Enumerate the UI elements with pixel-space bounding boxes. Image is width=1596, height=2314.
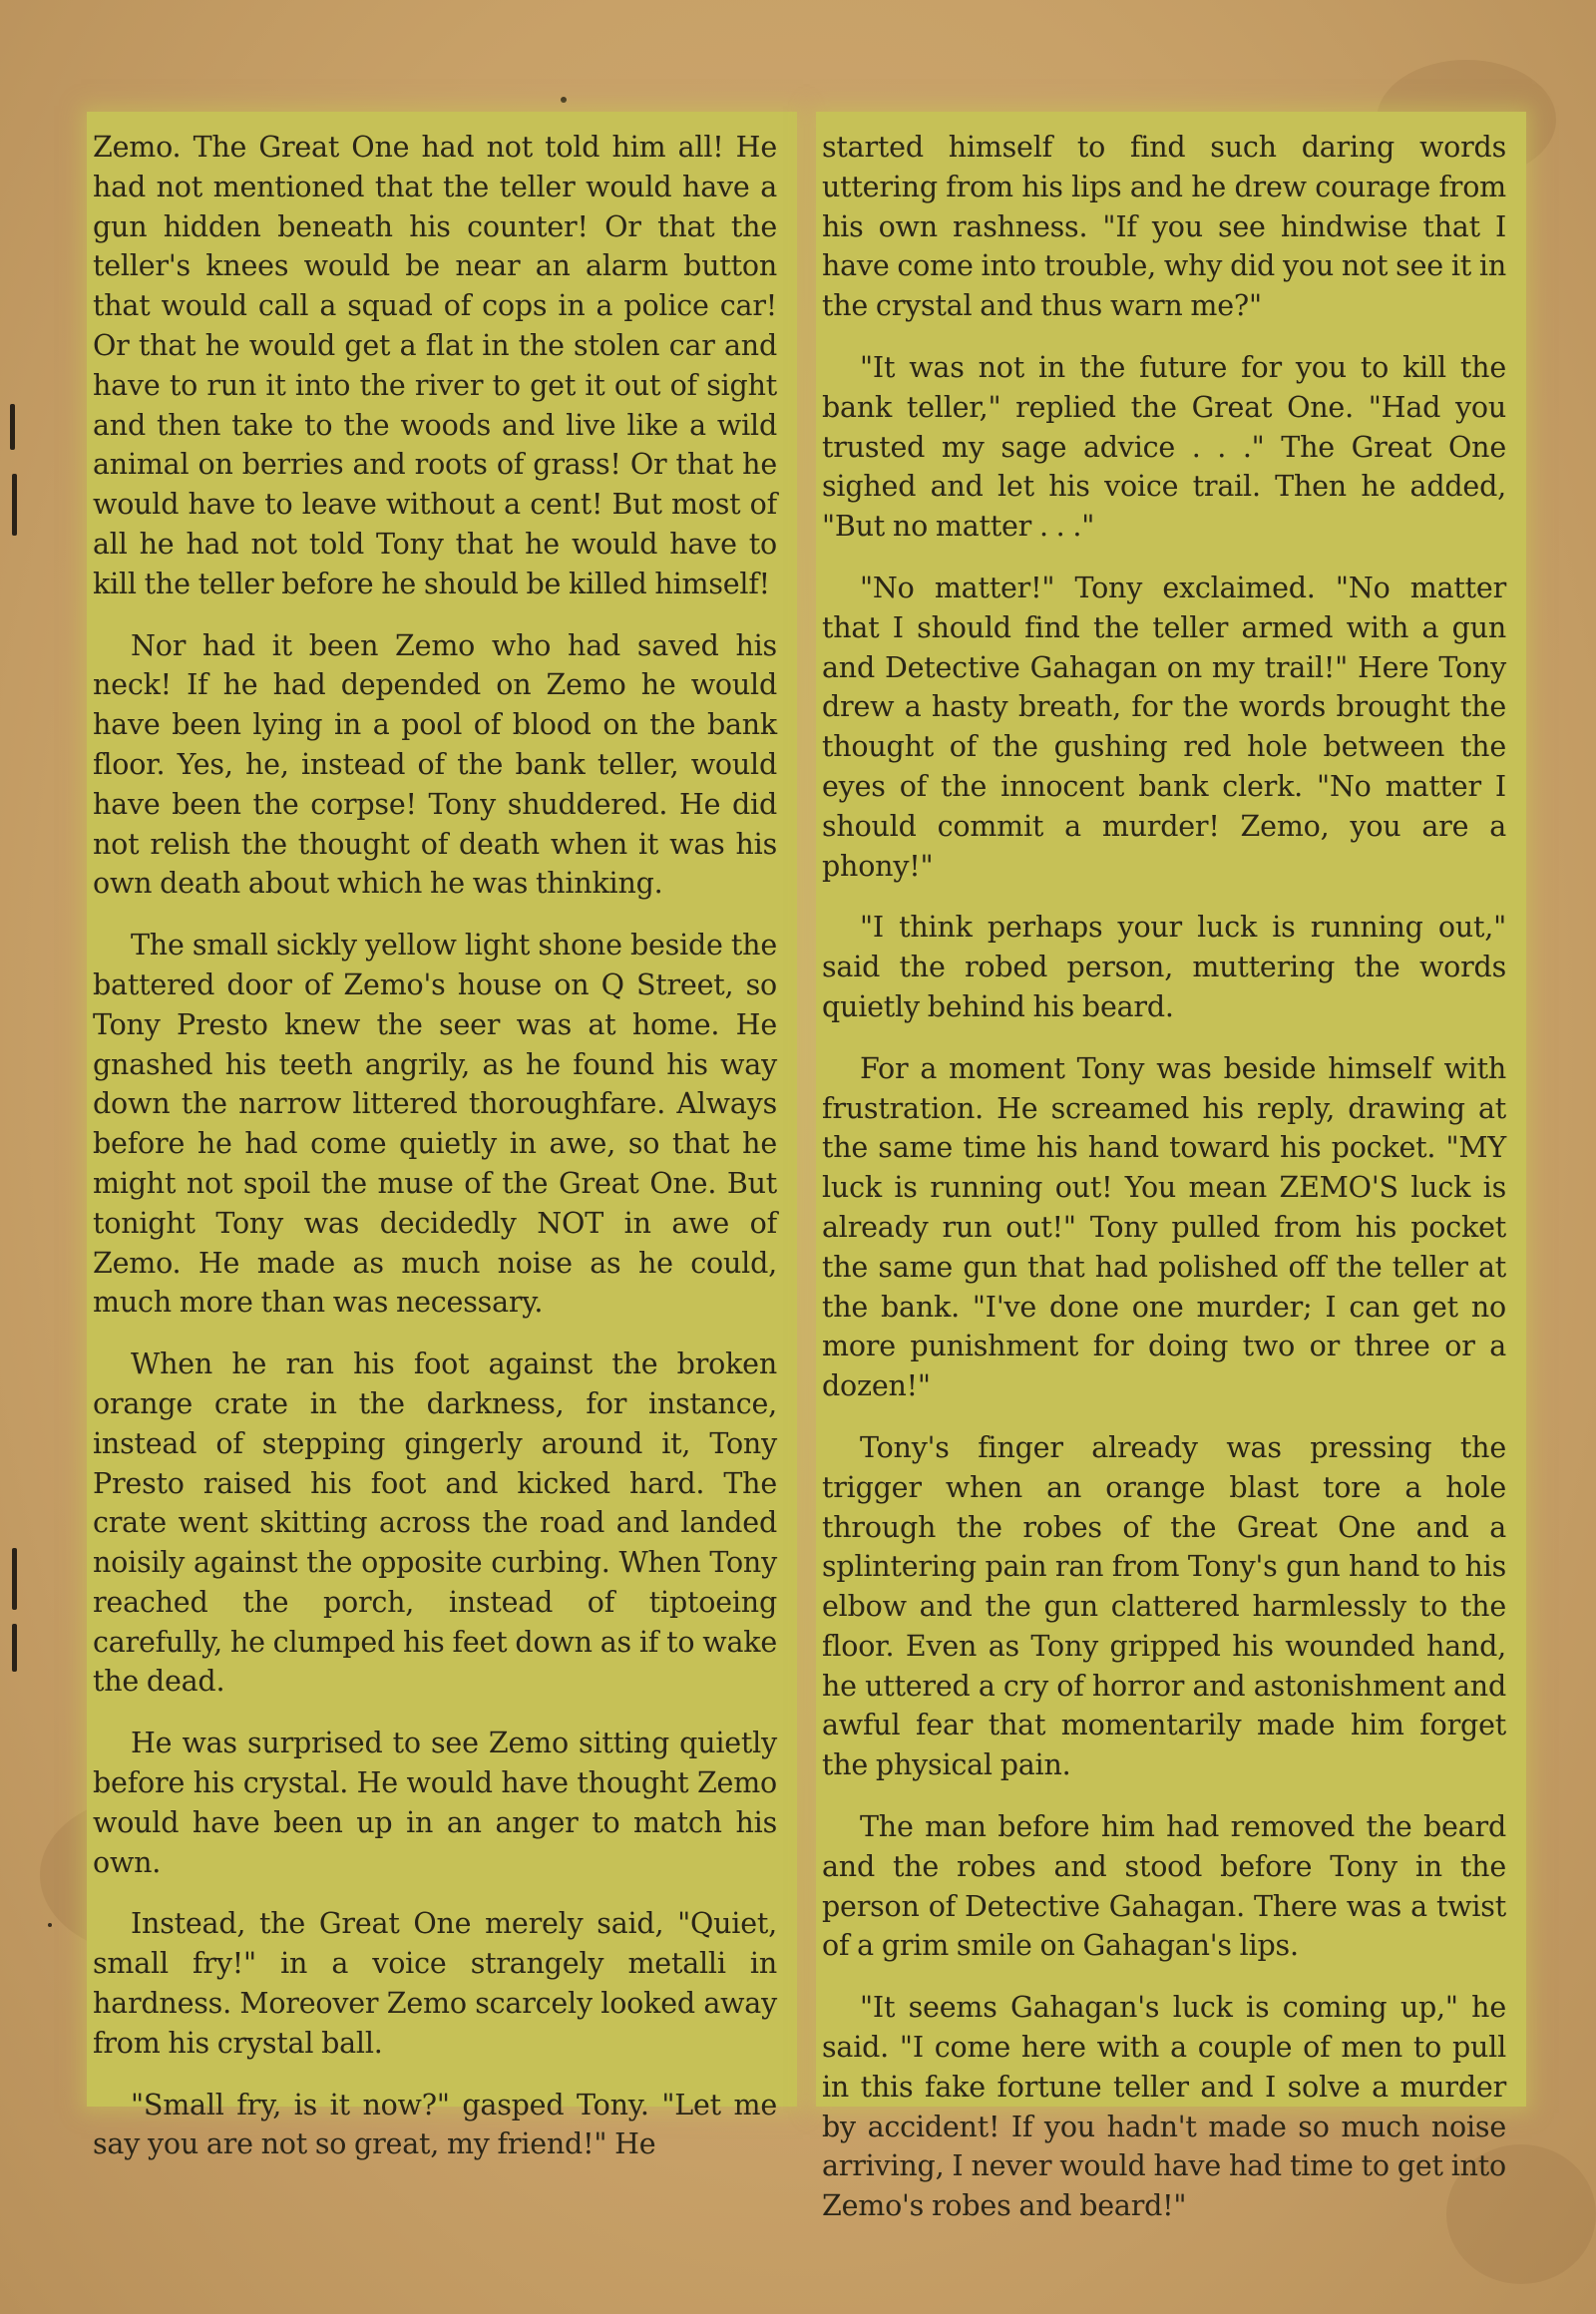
paragraph: Zemo. The Great One had not told him all! He had not mentioned that the teller would have a gun hidden beneath his counter! Or that the teller's knees would be near an alarm button that would call a squad of cops in a police car! Or that he would get a flat in the stolen car and have to run it into the river to get it out of sight and then take to the woods and live like a wild animal on berries and roots of grass! Or that he would have to leave without a cent! But most of all he had not told Tony that he would have to kill the teller before he should be killed himself! (93, 131, 777, 600)
paragraph: Tony's finger already was pressing the trigger when an orange blast tore a hole through the robes of the Great One and a splintering pain ran from Tony's gun hand to his elbow and the gun clattered harmlessly to the floor. Even as Tony gripped his wounded hand, he uttered a cry of horror and astonishment and awful fear that momentarily made him forget the physical pain. (822, 1430, 1506, 1782)
paragraph: "It was not in the future for you to kill the bank teller," replied the Great One. "Had you trusted my sage advice . . ." The Great One sighed and let his voice trail. Then he added, "But no matter . . ." (822, 350, 1506, 544)
binding-mark (12, 474, 17, 536)
paragraph: For a moment Tony was beside himself with frustration. He screamed his reply, drawing at the same time his hand toward his pocket. "MY luck is running out! You mean ZEMO'S luck is already run out!" Tony pulled from his pocket the same gun that had polished off the teller at the bank. "I've done one murder; I can get no more punishment for doing two or three or a dozen!" (822, 1051, 1506, 1403)
paragraph: Instead, the Great One merely said, "Quiet, small fry!" in a voice strangely metalli in hardness. Moreover Zemo scarcely looked away from his crystal ball. (93, 1907, 777, 2060)
right-text-column (816, 112, 1526, 2223)
binding-mark (12, 1624, 17, 1672)
paragraph: The man before him had removed the beard and the robes and stood before Tony in the person of Detective Gahagan. There was a twist of a grim smile on Gahagan's lips. (822, 1810, 1506, 1963)
paragraph: The small sickly yellow light shone beside the battered door of Zemo's house on Q Street, so Tony Presto knew the seer was at home. He gnashed his teeth angrily, as he found his way down the narrow littered thoroughfare. Always before he had come quietly in awe, so that he might not spoil the muse of the Great One. But tonight Tony was decidedly NOT in awe of Zemo. He made as much noise as he could, much more than was necessary. (93, 929, 777, 1320)
paragraph: "No matter!" Tony exclaimed. "No matter that I should find the teller armed with a gun and Detective Gahagan on my trail!" Here Tony drew a hasty breath, for the words brought the thought of the gushing red hole between the eyes of the innocent bank clerk. "No matter I should commit a murder! Zemo, you are a phony!" (822, 571, 1506, 883)
paragraph: He was surprised to see Zemo sitting quietly before his crystal. He would have thought Zemo would have been up in an anger to match his own. (93, 1727, 777, 1879)
paragraph: "I think perhaps your luck is running out," said the robed person, muttering the words quietly behind his beard. (822, 911, 1506, 1023)
paragraph: "It seems Gahagan's luck is coming up," he said. "I come here with a couple of men to pull in this fake fortune teller and I solve a murder by accident! If you hadn't made so much noise arriving, I never would have had time to get into Zemo's robes and beard!" (822, 1991, 1506, 2223)
binding-mark (12, 1548, 17, 1610)
left-text-column (87, 112, 797, 2161)
ink-dot (561, 97, 567, 103)
binding-mark (10, 404, 15, 450)
ink-dot (48, 1923, 52, 1927)
paragraph: When he ran his foot against the broken orange crate in the darkness, for instance, instead of stepping gingerly around it, Tony Presto raised his foot and kicked hard. The crate went skitting across the road and landed noisily against the opposite curbing. When Tony reached the porch, instead of tiptoeing carefully, he clumped his feet down as if to wake the dead. (93, 1348, 777, 1699)
paragraph: started himself to find such daring words uttering from his lips and he drew courage from his own rashness. "If you see hindwise that I have come into trouble, why did you not see it in the crystal and thus warn me?" (822, 131, 1506, 323)
paragraph: "Small fry, is it now?" gasped Tony. "Let me say you are not so great, my friend!" He (93, 2088, 777, 2161)
paragraph: Nor had it been Zemo who had saved his neck! If he had depended on Zemo he would have been lying in a pool of blood on the bank floor. Yes, he, instead of the bank teller, would have been the corpse! Tony shuddered. He did not relish the thought of death when it was his own death about which he was thinking. (93, 628, 777, 901)
